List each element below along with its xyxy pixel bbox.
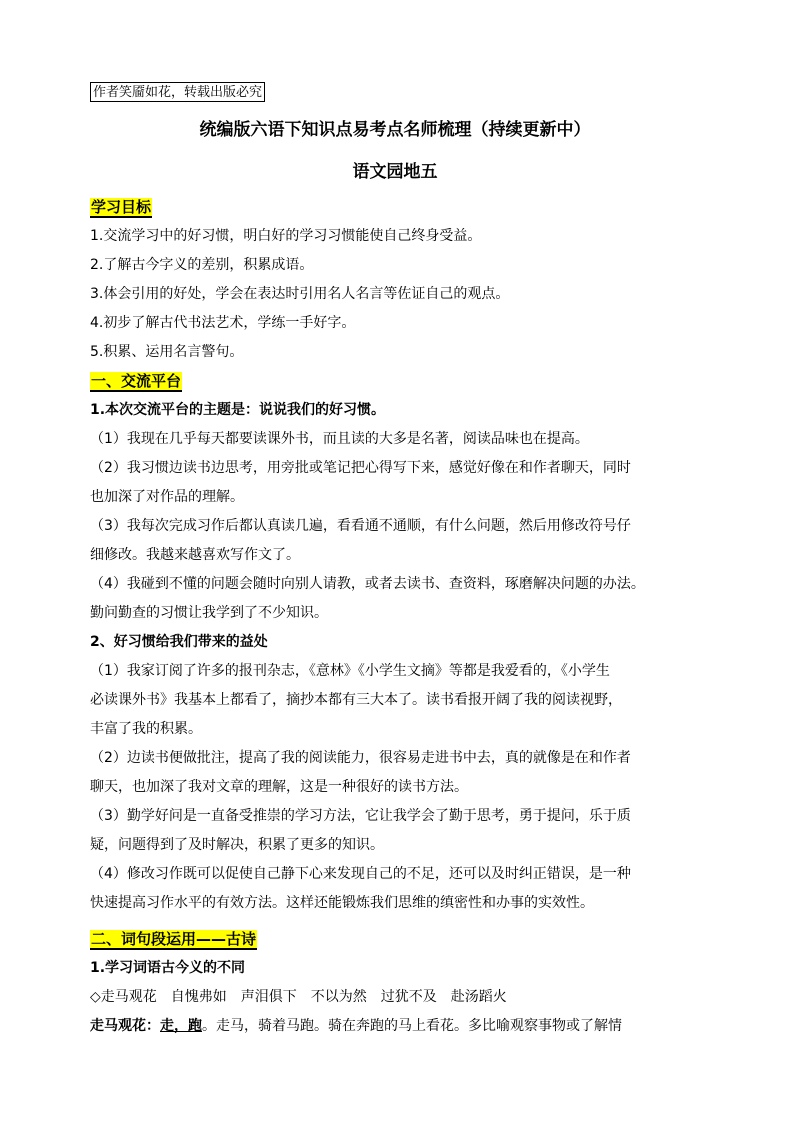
goal-item: 5.积累、运用名言警句。 xyxy=(90,344,244,360)
goal-item: 2.了解古今字义的差别，积累成语。 xyxy=(90,257,314,273)
paragraph-line: 疑，问题得到了及时解决，积累了更多的知识。 xyxy=(90,837,384,853)
paragraph-line: 也加深了对作品的理解。 xyxy=(90,489,244,505)
paragraph-line: 勤问勤查的习惯让我学到了不少知识。 xyxy=(90,605,328,621)
goal-item: 1.交流学习中的好习惯，明白好的学习习惯能使自己终身受益。 xyxy=(90,228,482,244)
section-heading-goals xyxy=(90,196,152,218)
subheading-ancient-modern: 1.学习词语古今义的不同 xyxy=(90,960,246,976)
goal-item: 4.初步了解古代书法艺术，学练一手好字。 xyxy=(90,315,356,331)
subheading-benefits: 2、好习惯给我们带来的益处 xyxy=(90,634,268,650)
definition-line xyxy=(90,1015,706,1037)
paragraph-line: （3）勤学好问是一直备受推崇的学习方法，它让我学会了勤于思考，勇于提问，乐于质 xyxy=(90,808,631,824)
paragraph-line: （4）修改习作既可以促使自己静下心来发现自己的不足，还可以及时纠正错误，是一种 xyxy=(90,866,631,882)
paragraph-line: （4）我碰到不懂的问题会随时向别人请教，或者去读书、查资料，琢磨解决问题的办法。 xyxy=(90,576,645,592)
paragraph-line: 聊天，也加深了我对文章的理解，这是一种很好的读书方法。 xyxy=(90,779,468,795)
page-title: 统编版六语下知识点易考点名师梳理（持续更新中） xyxy=(199,120,591,140)
paragraph-line: （1）我家订阅了许多的报刊杂志，《意林》《小学生文摘》等都是我爱看的，《小学生 xyxy=(90,663,610,679)
section-heading-usage xyxy=(90,928,257,950)
paragraph-line: 丰富了我的积累。 xyxy=(90,721,202,737)
section-heading-goals-label: 学习目标 xyxy=(91,198,152,216)
paragraph-line: 必读课外书》我基本上都看了，摘抄本都有三大本了。读书看报开阔了我的阅读视野， xyxy=(90,692,622,708)
paragraph-line: 细修改。我越来越喜欢写作文了。 xyxy=(90,547,300,563)
section-heading-exchange xyxy=(90,370,182,392)
subheading-theme: 1.本次交流平台的主题是：说说我们的好习惯。 xyxy=(90,402,386,418)
paragraph-line: （3）我每次完成习作后都认真读几遍，看看通不通顺，有什么问题，然后用修改符号仔 xyxy=(90,518,631,534)
definition-keyword: 走，跑 xyxy=(160,1018,202,1034)
definition-term: 走马观花： xyxy=(90,1018,160,1034)
paragraph-line: 快速提高习作水平的有效方法。这样还能锻炼我们思维的缜密性和办事的实效性。 xyxy=(90,895,594,911)
paragraph-line: （2）边读书便做批注，提高了我的阅读能力，很容易走进书中去，真的就像是在和作者 xyxy=(90,750,631,766)
section-heading-exchange-label: 一、交流平台 xyxy=(91,372,182,390)
goal-item: 3.体会引用的好处，学会在表达时引用名人名言等佐证自己的观点。 xyxy=(90,286,510,302)
section-heading-usage-label: 二、词句段运用——古诗 xyxy=(91,930,257,948)
definition-text: 。走马，骑着马跑。骑在奔跑的马上看花。多比喻观察事物或了解情 xyxy=(202,1018,622,1034)
paragraph-line: （2）我习惯边读书边思考，用旁批或笔记把心得写下来，感觉好像在和作者聊天，同时 xyxy=(90,460,631,476)
author-notice: 作者笑靥如花，转载出版必究 xyxy=(90,82,265,102)
idiom-list: ◇走马观花 自愧弗如 声泪俱下 不以为然 过犹不及 赴汤蹈火 xyxy=(90,989,507,1005)
paragraph-line: （1）我现在几乎每天都要读课外书，而且读的大多是名著，阅读品味也在提高。 xyxy=(90,431,589,447)
page-subtitle: 语文园地五 xyxy=(352,162,438,182)
